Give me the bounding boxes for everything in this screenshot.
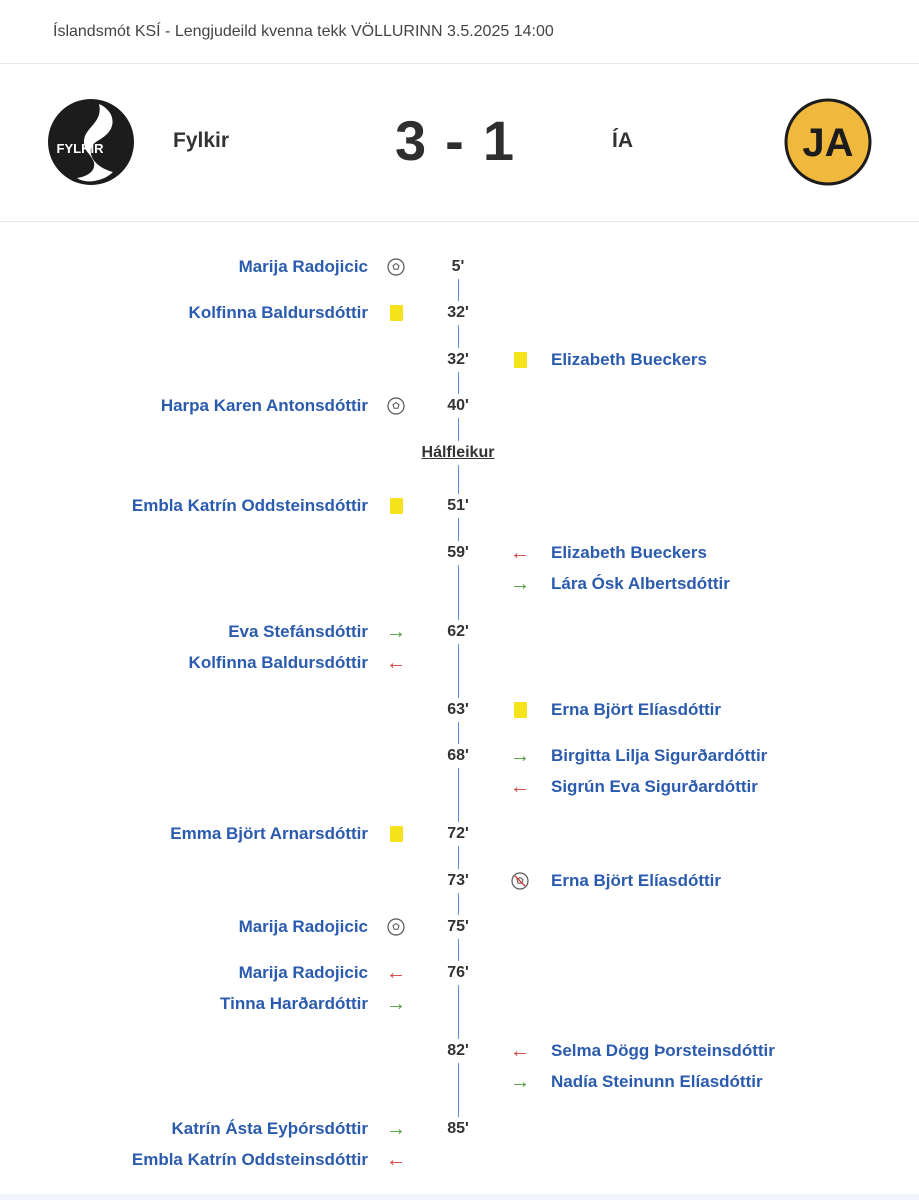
- sub-in-icon: →: [510, 573, 530, 595]
- away-player-link[interactable]: Selma Dögg Þorsteinsdóttir: [551, 1041, 775, 1060]
- home-player-link[interactable]: Kolfinna Baldursdóttir: [188, 303, 368, 322]
- home-player-link[interactable]: Embla Katrín Oddsteinsdóttir: [131, 1150, 368, 1169]
- match-header: [0, 0, 919, 64]
- event-minute: 73': [428, 869, 488, 893]
- sub-in-icon: →: [510, 1071, 530, 1093]
- event-minute: 32': [428, 301, 488, 325]
- scoreboard: [0, 64, 919, 222]
- event-minute: 82': [428, 1039, 488, 1063]
- away-player-link[interactable]: Birgitta Lilja Sigurðardóttir: [551, 746, 768, 765]
- away-score: 1: [482, 109, 515, 172]
- home-player-link[interactable]: Katrín Ásta Eyþórsdóttir: [171, 1119, 368, 1138]
- sub-in-icon: →: [510, 745, 530, 767]
- own-goal-icon: [510, 869, 530, 893]
- away-team-logo[interactable]: [784, 98, 872, 186]
- away-player-link[interactable]: Nadía Steinunn Elíasdóttir: [551, 1072, 763, 1091]
- event-minute: 62': [428, 620, 488, 644]
- sub-out-icon: ←: [386, 962, 406, 984]
- home-player-link[interactable]: Harpa Karen Antonsdóttir: [160, 396, 368, 415]
- event-minute: 32': [428, 348, 488, 372]
- yellow-card-icon: [386, 494, 406, 518]
- away-team-name[interactable]: ÍA: [612, 129, 633, 152]
- home-player-link[interactable]: Embla Katrín Oddsteinsdóttir: [131, 496, 368, 515]
- event-minute: 40': [428, 394, 488, 418]
- home-player-link[interactable]: Marija Radojicic: [238, 917, 368, 936]
- event-minute: 51': [428, 494, 488, 518]
- yellow-card-icon: [386, 301, 406, 325]
- home-team-name[interactable]: Fylkir: [173, 129, 230, 152]
- event-minute: 72': [428, 822, 488, 846]
- sub-in-icon: →: [386, 1118, 406, 1140]
- home-player-link[interactable]: Eva Stefánsdóttir: [228, 622, 368, 641]
- home-player-link[interactable]: Tinna Harðardóttir: [220, 994, 368, 1013]
- match-timeline: [0, 222, 919, 1200]
- halftime-label: Hálfleikur: [388, 441, 528, 465]
- bottom-divider: [0, 1194, 919, 1200]
- sub-out-icon: ←: [386, 652, 406, 674]
- yellow-card-icon: [510, 348, 530, 372]
- home-player-link[interactable]: Emma Björt Arnarsdóttir: [170, 824, 368, 843]
- event-minute: 5': [428, 255, 488, 279]
- home-player-link[interactable]: Kolfinna Baldursdóttir: [188, 653, 368, 672]
- away-player-link[interactable]: Erna Björt Elíasdóttir: [551, 700, 722, 719]
- sub-in-icon: →: [386, 993, 406, 1015]
- yellow-card-icon: [510, 698, 530, 722]
- away-player-link[interactable]: Elizabeth Bueckers: [551, 350, 707, 369]
- goal-icon: [386, 915, 406, 939]
- event-minute: 68': [428, 744, 488, 768]
- away-player-link[interactable]: Lára Ósk Albertsdóttir: [551, 574, 730, 593]
- home-player-link[interactable]: Marija Radojicic: [238, 257, 368, 276]
- competition-title: Íslandsmót KSÍ - Lengjudeild kvenna tekk VÖLLURINN 3.5.2025 14:00: [53, 22, 554, 40]
- away-player-link[interactable]: Sigrún Eva Sigurðardóttir: [551, 777, 758, 796]
- away-player-link[interactable]: Erna Björt Elíasdóttir: [551, 871, 722, 890]
- sub-in-icon: →: [386, 621, 406, 643]
- event-minute: 75': [428, 915, 488, 939]
- score: [340, 108, 570, 173]
- home-player-link[interactable]: Marija Radojicic: [238, 963, 368, 982]
- sub-out-icon: ←: [510, 1040, 530, 1062]
- event-minute: 76': [428, 961, 488, 985]
- sub-out-icon: ←: [386, 1149, 406, 1171]
- away-logo-text: JA: [802, 121, 854, 165]
- score-separator: -: [445, 109, 465, 172]
- away-player-link[interactable]: Elizabeth Bueckers: [551, 543, 707, 562]
- event-minute: 59': [428, 541, 488, 565]
- sub-out-icon: ←: [510, 542, 530, 564]
- home-logo-text: FYLKIR: [56, 141, 104, 156]
- event-minute: 63': [428, 698, 488, 722]
- home-team-logo[interactable]: [47, 98, 135, 186]
- goal-icon: [386, 394, 406, 418]
- home-score: 3: [395, 109, 428, 172]
- sub-out-icon: ←: [510, 776, 530, 798]
- yellow-card-icon: [386, 822, 406, 846]
- event-minute: 85': [428, 1117, 488, 1141]
- goal-icon: [386, 255, 406, 279]
